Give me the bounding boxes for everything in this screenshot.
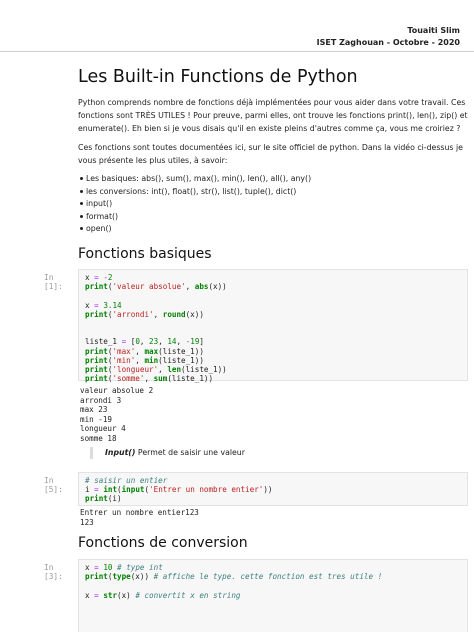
header-author: Touaiti Slim (407, 26, 460, 35)
code-line: x = 10 # type int (85, 563, 163, 572)
output-line: 123 (80, 517, 94, 527)
code-line: print('longueur', len(liste_1)) (85, 365, 227, 375)
bullet-item: format() (86, 211, 118, 224)
bullet-item: input() (86, 198, 112, 211)
header-info: ISET Zaghouan - Octobre - 2020 (316, 38, 460, 47)
code-line: print('arrondi', round(x)) (85, 309, 204, 319)
bullet-icon (80, 215, 83, 218)
code-line: # saisir un entier (85, 476, 168, 485)
code-cell-3[interactable] (78, 559, 468, 632)
code-line: print('somme', sum(liste_1)) (85, 374, 214, 384)
doc-paragraph: Ces fonctions sont toutes documentées ici, sur le site officiel de python. Dans la vidéo ci-dessus je vous présente les plus utiles, à savoir: (78, 143, 463, 165)
code-line: print('valeur absolue', abs(x)) (85, 282, 227, 292)
cell-output-1 (80, 386, 153, 443)
bullet-item: les conversions: int(), float(), str(), list(), tuple(), dict() (86, 186, 296, 199)
bullet-icon (80, 177, 83, 180)
code-line: x = str(x) # convertit x en string (85, 590, 241, 600)
page-title: Les Built-in Functions de Python (78, 67, 358, 87)
intro-paragraph: Python comprends nombre de fonctions déjà implémentées pour vous aider dans votre travail. Ces fonctions sont TRÈS UTILES ! Pour preuve, parmi elles, ont trouve les fonctions print(), len(), zip() et enumerate(). Eh bien si je vous disais qu'il en existe pleins d'autres comme ça, vous me croiriez ? (78, 98, 468, 133)
output-line: valeur absolue 2 (80, 386, 154, 395)
bullet-icon (80, 202, 83, 205)
section-heading-conversion: Fonctions de conversion (78, 535, 248, 551)
code-line: print('min', min(liste_1)) (85, 355, 204, 365)
section-heading-basiques: Fonctions basiques (78, 246, 212, 262)
output-line: Entrer un nombre entier123 (80, 508, 199, 517)
quote-bold: Input() (105, 448, 136, 457)
code-line: print(type(x)) # affiche le type. cette fonction est tres utile ! (85, 572, 383, 582)
code-line: liste_1 = [0, 23, 14, -19] (85, 337, 204, 347)
code-cell-2[interactable] (78, 472, 468, 506)
output-line: somme 18 (80, 433, 117, 443)
output-line: max 23 (80, 405, 108, 414)
cell-prompt: In [1]: (44, 273, 63, 291)
output-line: min -19 (80, 414, 113, 424)
blockquote (90, 447, 474, 459)
bullet-item: Les basiques: abs(), sum(), max(), min(), len(), all(), any() (86, 173, 311, 186)
code-line: print(i) (85, 494, 122, 504)
code-cell-1[interactable] (78, 269, 468, 384)
header-divider (0, 51, 474, 52)
code-line: x = 3.14 (85, 300, 122, 310)
code-line: i = int(input('Entrer un nombre entier')) (85, 485, 273, 495)
bullet-icon (80, 190, 83, 193)
bullet-item: open() (86, 223, 112, 236)
cell-prompt: In [5]: (44, 476, 63, 494)
quote-text: Permet de saisir une valeur (135, 448, 245, 457)
code-line: x = -2 (85, 273, 113, 282)
output-line: arrondi 3 (80, 395, 122, 405)
cell-output-2 (80, 508, 199, 527)
bullet-icon (80, 227, 83, 230)
output-line: longueur 4 (80, 424, 126, 433)
page-header (317, 25, 460, 49)
code-line: print('max', max(liste_1)) (85, 346, 204, 356)
cell-prompt: In [3]: (44, 563, 63, 581)
